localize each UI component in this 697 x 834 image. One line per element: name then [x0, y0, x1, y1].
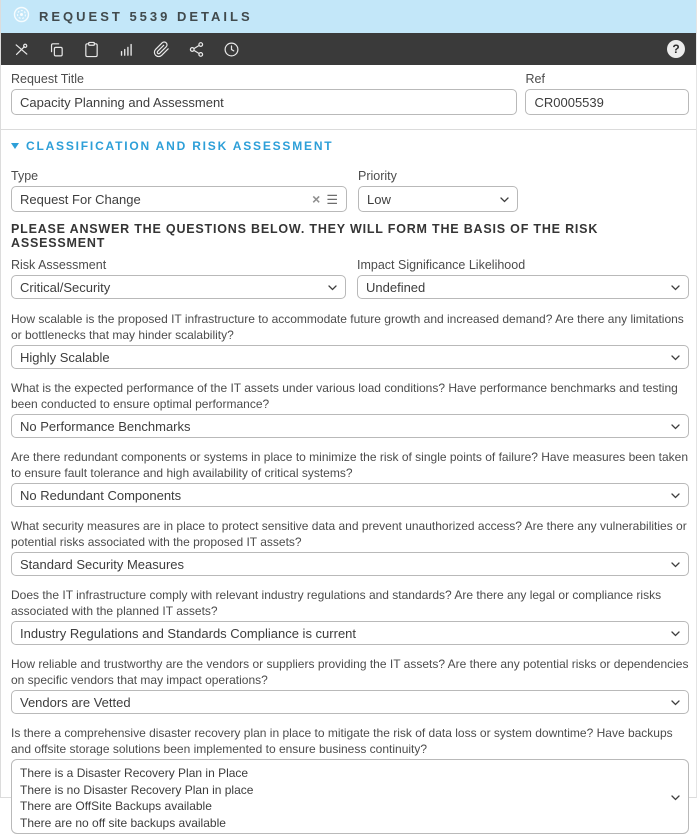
disaster-recovery-listbox[interactable]	[11, 759, 689, 834]
vendors-value: Vendors are Vetted	[20, 694, 131, 710]
risk-assessment-label: Risk Assessment	[11, 258, 107, 272]
paperclip-button[interactable]	[152, 38, 171, 60]
ref-input[interactable]	[525, 89, 689, 115]
security-value: Standard Security Measures	[20, 556, 185, 572]
security-select[interactable]	[11, 552, 689, 576]
question-text: How scalable is the proposed IT infrastructure to accommodate future growth and increased demand? Are there any limitations or bottlenecks that may hinder scalability?	[11, 312, 684, 342]
question-compliance	[11, 587, 689, 645]
question-text: Are there redundant components or systems in place to minimize the risk of single points of failure? Have measures been taken to ensure fault tolerance and high availability of critical systems?	[11, 450, 689, 480]
question-text: Does the IT infrastructure comply with relevant industry regulations and standards? Are there any legal or compliance risks associated with the planned IT assets?	[11, 588, 662, 618]
clipboard-icon	[83, 41, 100, 58]
listbox-option[interactable]: There is no Disaster Recovery Plan in place	[20, 782, 254, 797]
question-redundancy	[11, 449, 689, 507]
impact-likelihood-select[interactable]	[357, 275, 689, 299]
title-ref-row	[11, 72, 689, 115]
toolbar	[1, 33, 696, 65]
list-menu-icon[interactable]: ☰	[326, 191, 338, 207]
listbox-option[interactable]: There are OffSite Backups available	[20, 799, 212, 813]
priority-value: Low	[367, 191, 391, 207]
request-title-label: Request Title	[11, 72, 84, 86]
question-vendors	[11, 656, 689, 714]
section-classification-header[interactable]	[11, 139, 689, 153]
chevron-down-icon	[500, 197, 509, 203]
question-disaster-recovery	[11, 725, 689, 834]
title-bar	[1, 0, 696, 33]
vendors-select[interactable]	[11, 690, 689, 714]
redundancy-select[interactable]	[11, 483, 689, 507]
chevron-down-icon	[671, 795, 680, 801]
questions-header: PLEASE ANSWER THE QUESTIONS BELOW. THEY WILL FORM THE BASIS OF THE RISK ASSESSMENT	[11, 222, 599, 250]
type-priority-row	[11, 169, 689, 212]
chevron-down-icon	[671, 700, 680, 706]
clear-icon[interactable]: ×	[312, 191, 321, 207]
chevron-down-icon	[671, 631, 680, 637]
listbox-option[interactable]: There are no off site backups available	[20, 815, 226, 830]
scalability-value: Highly Scalable	[20, 349, 110, 365]
clipboard-button[interactable]	[82, 38, 101, 60]
question-text: Is there a comprehensive disaster recovery plan in place to mitigate the risk of data loss or system downtime? Have backups and offsite storage solutions been implemented to ensure business continuity?	[11, 726, 673, 756]
risk-assessment-value: Critical/Security	[20, 279, 111, 295]
chevron-down-icon	[671, 355, 680, 361]
copy-icon	[48, 41, 65, 58]
compliance-select[interactable]	[11, 621, 689, 645]
question-text: What security measures are in place to protect sensitive data and prevent unauthorized access? Are there any vulnerabilities or potential risks associated with the proposed IT assets?	[11, 519, 687, 549]
bar-chart-button[interactable]	[117, 38, 136, 60]
chevron-down-icon	[671, 493, 680, 499]
question-performance	[11, 380, 689, 438]
bar-chart-icon	[118, 41, 135, 58]
question-text: What is the expected performance of the IT assets under various load conditions? Have performance benchmarks and testing been conducted to ensure optimal performance?	[11, 381, 678, 411]
chevron-down-icon	[328, 285, 337, 291]
share-icon	[188, 41, 205, 58]
performance-select[interactable]	[11, 414, 689, 438]
impact-likelihood-value: Undefined	[366, 279, 426, 295]
type-lookup-field[interactable]	[11, 186, 347, 212]
chevron-down-icon	[671, 285, 680, 291]
question-text: How reliable and trustworthy are the vendors or suppliers providing the IT assets? Are there any potential risks or dependencies on specific vendors that may impact operations?	[11, 657, 689, 687]
type-value: Request For Change	[20, 191, 141, 207]
lifecycle-icon	[13, 6, 30, 28]
unpin-icon	[13, 41, 30, 58]
question-security	[11, 518, 689, 576]
ref-label: Ref	[525, 72, 545, 86]
listbox-option[interactable]: There is a Disaster Recovery Plan in Place	[20, 766, 249, 780]
chevron-down-icon	[671, 424, 680, 430]
priority-select[interactable]	[358, 186, 518, 212]
compliance-value: Industry Regulations and Standards Compliance is current	[20, 625, 357, 641]
help-button[interactable]: ?	[667, 40, 685, 58]
page-title: REQUEST 5539 DETAILS	[39, 9, 253, 24]
chevron-down-icon	[11, 143, 19, 149]
chevron-down-icon	[671, 562, 680, 568]
unpin-button[interactable]	[12, 38, 31, 60]
section-title: CLASSIFICATION AND RISK ASSESSMENT	[26, 139, 334, 153]
performance-value: No Performance Benchmarks	[20, 418, 191, 434]
priority-label: Priority	[358, 169, 397, 183]
question-scalability	[11, 311, 689, 369]
clock-button[interactable]	[222, 38, 241, 60]
impact-likelihood-label: Impact Significance Likelihood	[357, 258, 526, 272]
type-label: Type	[11, 169, 39, 183]
copy-button[interactable]	[47, 38, 66, 60]
section-divider	[1, 129, 696, 130]
redundancy-value: No Redundant Components	[20, 487, 182, 503]
scalability-select[interactable]	[11, 345, 689, 369]
risk-assessment-select[interactable]	[11, 275, 346, 299]
risk-impact-row	[11, 258, 689, 299]
clock-icon	[223, 41, 240, 58]
share-button[interactable]	[187, 38, 206, 60]
request-title-input[interactable]	[11, 89, 517, 115]
paperclip-icon	[153, 41, 170, 58]
